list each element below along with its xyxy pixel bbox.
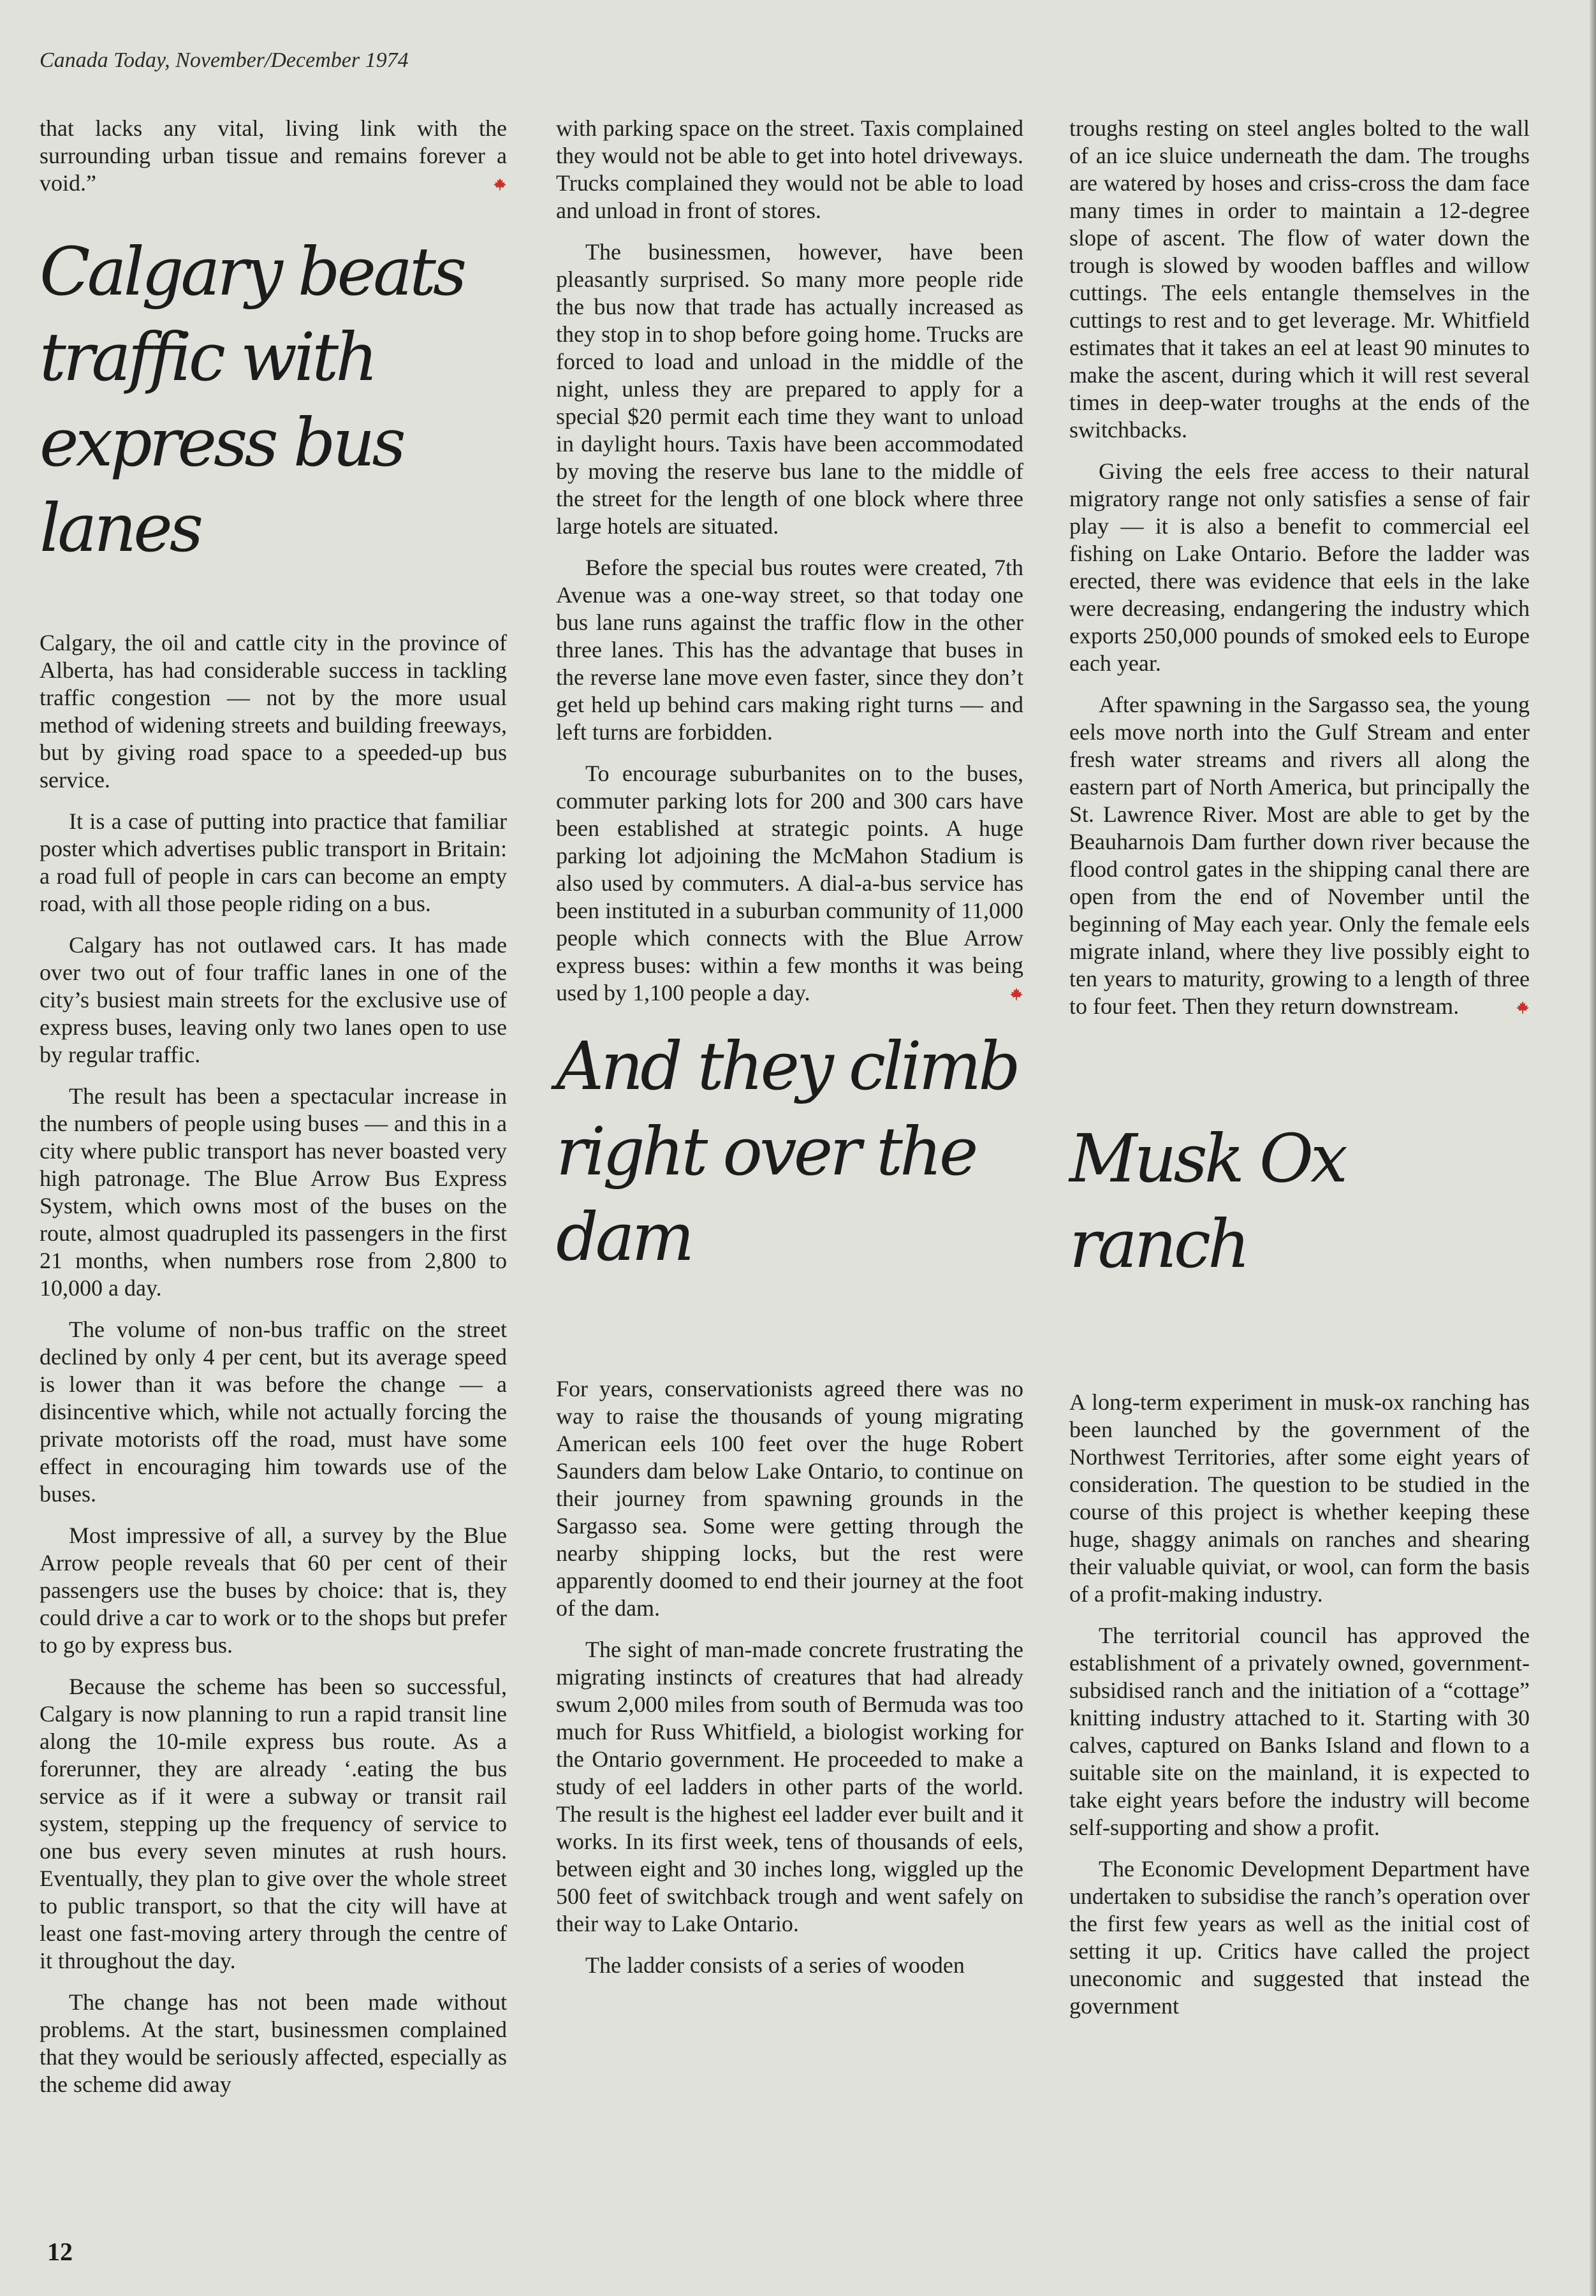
article-paragraph: The ladder consists of a series of wooden <box>585 1952 965 1978</box>
page-number: 12 <box>47 2237 73 2266</box>
article-paragraph: After spawning in the Sargasso sea, the young eels move north into the Gulf Stream and enter fresh water streams and rivers all along the eastern part of North America, but principally the St. Lawrence River. Most are able to get by the Beauharnois Dam further down river because the flood control gates in the shipping canal there are open from the end of November until the beginning of May each year. Only the female eels migrate inland, where they live possibly eight to ten years to maturity, growing to a length of three to four feet. Then they return downstream. <box>1069 692 1530 1019</box>
article-paragraph: with parking space on the street. Taxis complained they would not be able to get into hotel driveways. Trucks complained they would not be able to load and unload in front of stores. <box>556 115 1023 223</box>
lead-in-paragraph: that lacks any vital, living link with the surrounding urban tissue and remains forever a void.” <box>40 115 507 196</box>
article-paragraph: A long-term experiment in musk-ox ranching has been launched by the government of the Northwest Territories, after some eight years of consideration. The question to be studied in the course of this project is whether keeping these huge, shaggy animals on ranches and shearing their valuable quiviat, or wool, can form the basis of a profit-making industry. <box>1069 1389 1530 1607</box>
article-paragraph: Calgary, the oil and cattle city in the province of Alberta, has had considerable success in tackling traffic congestion — not by the more usual method of widening streets and building freeways, but by giving road space to a speeded-up bus service. <box>40 630 507 793</box>
maple-leaf-icon <box>493 177 507 191</box>
article-paragraph: The sight of man-made concrete frustrating the migrating instincts of creatures that had already swum 2,000 miles from south of Bermuda was too much for Russ Whitfield, a biologist working for the Ontario government. He proceeded to make a study of eel ladders in other parts of the world. The result is the highest eel ladder ever built and it works. In its first week, tens of thousands of eels, between eight and 30 inches long, wiggled up the 500 feet of switchback trough and went safely on their way to Lake Ontario. <box>556 1637 1023 1936</box>
article-paragraph: It is a case of putting into practice that familiar poster which advertises public transport in Britain: a road full of people in cars can become an empty road, with all those people riding on a bus. <box>40 808 507 916</box>
article-paragraph: troughs resting on steel angles bolted to the wall of an ice sluice underneath the dam. The troughs are watered by hoses and criss-cross the dam face many times in order to maintain a 12-degree slope of ascent. The flow of water down the trough is slowed by wooden baffles and willow cuttings. The eels entangle themselves in the cuttings to rest and to get leverage. Mr. Whitfield estimates that it takes an eel at least 90 minutes to make the ascent, during which it will rest several times in deep-water troughs at the ends of the switchbacks. <box>1069 115 1530 442</box>
article-paragraph: For years, conservationists agreed there was no way to raise the thousands of young migrating American eels 100 feet over the huge Robert Saunders dam below Lake Ontario, to continue on their journey from spawning grounds in the Sargasso sea. Some were getting through the nearby shipping locks, but the rest were apparently doomed to end their journey at the foot of the dam. <box>556 1376 1023 1621</box>
column-2 <box>556 115 1023 1993</box>
column-3 <box>1069 115 1530 2034</box>
article-paragraph: The Economic Development Department have undertaken to subsidise the ranch’s operation over the first few years as well as the initial cost of setting it up. Critics have called the project uneconomic and suggested that instead the government <box>1069 1856 1530 2019</box>
article-paragraph: To encourage suburbanites on to the buses, commuter parking lots for 200 and 300 cars have been established at strategic points. A huge parking lot adjoining the McMahon Stadium is also used by commuters. A dial-a-bus service has been instituted in a suburban community of 11,000 people which connects with the Blue Arrow express buses: within a few months it was being used by 1,100 people a day. <box>556 761 1023 1005</box>
article-paragraph: The territorial council has approved the establishment of a privately owned, government-subsidised ranch and the initiation of a “cottage” knitting industry attached to it. Starting with 30 calves, captured on Banks Island and flown to a suitable site on the mainland, it is expected to take eight years before the industry will become self-supporting and show a profit. <box>1069 1623 1530 1840</box>
maple-leaf-icon <box>1516 1000 1530 1014</box>
article-paragraph: Calgary has not outlawed cars. It has made over two out of four traffic lanes in one of the city’s busiest main streets for the exclusive use of express buses, leaving only two lanes open to use by regular traffic. <box>40 932 507 1067</box>
headline-calgary: Calgary beats traffic with express bus lanes <box>40 233 464 567</box>
headline-musk-ox: Musk Ox ranch <box>1069 1120 1345 1283</box>
headline-eel-ladder: And they climb right over the dam <box>556 1027 1018 1276</box>
maple-leaf-icon <box>1009 987 1023 1001</box>
article-paragraph: Because the scheme has been so successful, Calgary is now planning to run a rapid transit line along the 10-mile express bus route. As a forerunner, they are already ‘.eating the bus service as if it were a subway or transit rail system, stepping up the frequency of service to one bus every seven minutes at rush hours. Eventually, they plan to give over the whole street to public transport, so that the city will have at least one fast-moving artery through the centre of it throughout the day. <box>40 1674 507 1973</box>
article-paragraph: The volume of non-bus traffic on the street declined by only 4 per cent, but its average speed is lower than it was before the change — a disincentive which, while not actually forcing the private motorists off the road, must have some effect in encouraging him towards use of the buses. <box>40 1317 507 1507</box>
running-header: Canada Today, November/December 1974 <box>40 48 409 72</box>
article-paragraph: The businessmen, however, have been pleasantly surprised. So many more people ride the bus now that trade has actually increased as they stop in to shop before going home. Trucks are forced to load and unload in the middle of the night, unless they are prepared to apply for a special $20 permit each time they want to unload in daylight hours. Taxis have been accommodated by moving the reserve bus lane to the middle of the street for the length of one block where three large hotels are situated. <box>556 239 1023 539</box>
article-paragraph: The change has not been made without problems. At the start, businessmen complained that they would be seriously affected, especially as the scheme did away <box>40 1989 507 2097</box>
article-paragraph: Before the special bus routes were created, 7th Avenue was a one-way street, so that today one bus lane runs against the traffic flow in the other three lanes. This has the advantage that buses in the reverse lane move even faster, since they don’t get held up behind cars making right turns — and left turns are forbidden. <box>556 555 1023 745</box>
article-paragraph: Giving the eels free access to their natural migratory range not only satisfies a sense of fair play — it is also a benefit to commercial eel fishing on Lake Ontario. Before the ladder was erected, there was evidence that eels in the lake were decreasing, endangering the industry which exports 250,000 pounds of smoked eels to Europe each year. <box>1069 458 1530 676</box>
article-paragraph: The result has been a spectacular increase in the numbers of people using buses — and this in a city where public transport has never boasted very high patronage. The Blue Arrow Bus Express System, which owns most of the buses on the route, almost quadrupled its passengers in the first 21 months, when numbers rose from 2,800 to 10,000 a day. <box>40 1083 507 1301</box>
article-paragraph: Most impressive of all, a survey by the Blue Arrow people reveals that 60 per cent of their passengers use the buses by choice: that is, they could drive a car to work or to the shops but prefer to go by express bus. <box>40 1523 507 1658</box>
page-fold-shadow <box>1590 0 1596 2296</box>
column-1 <box>40 115 507 2112</box>
